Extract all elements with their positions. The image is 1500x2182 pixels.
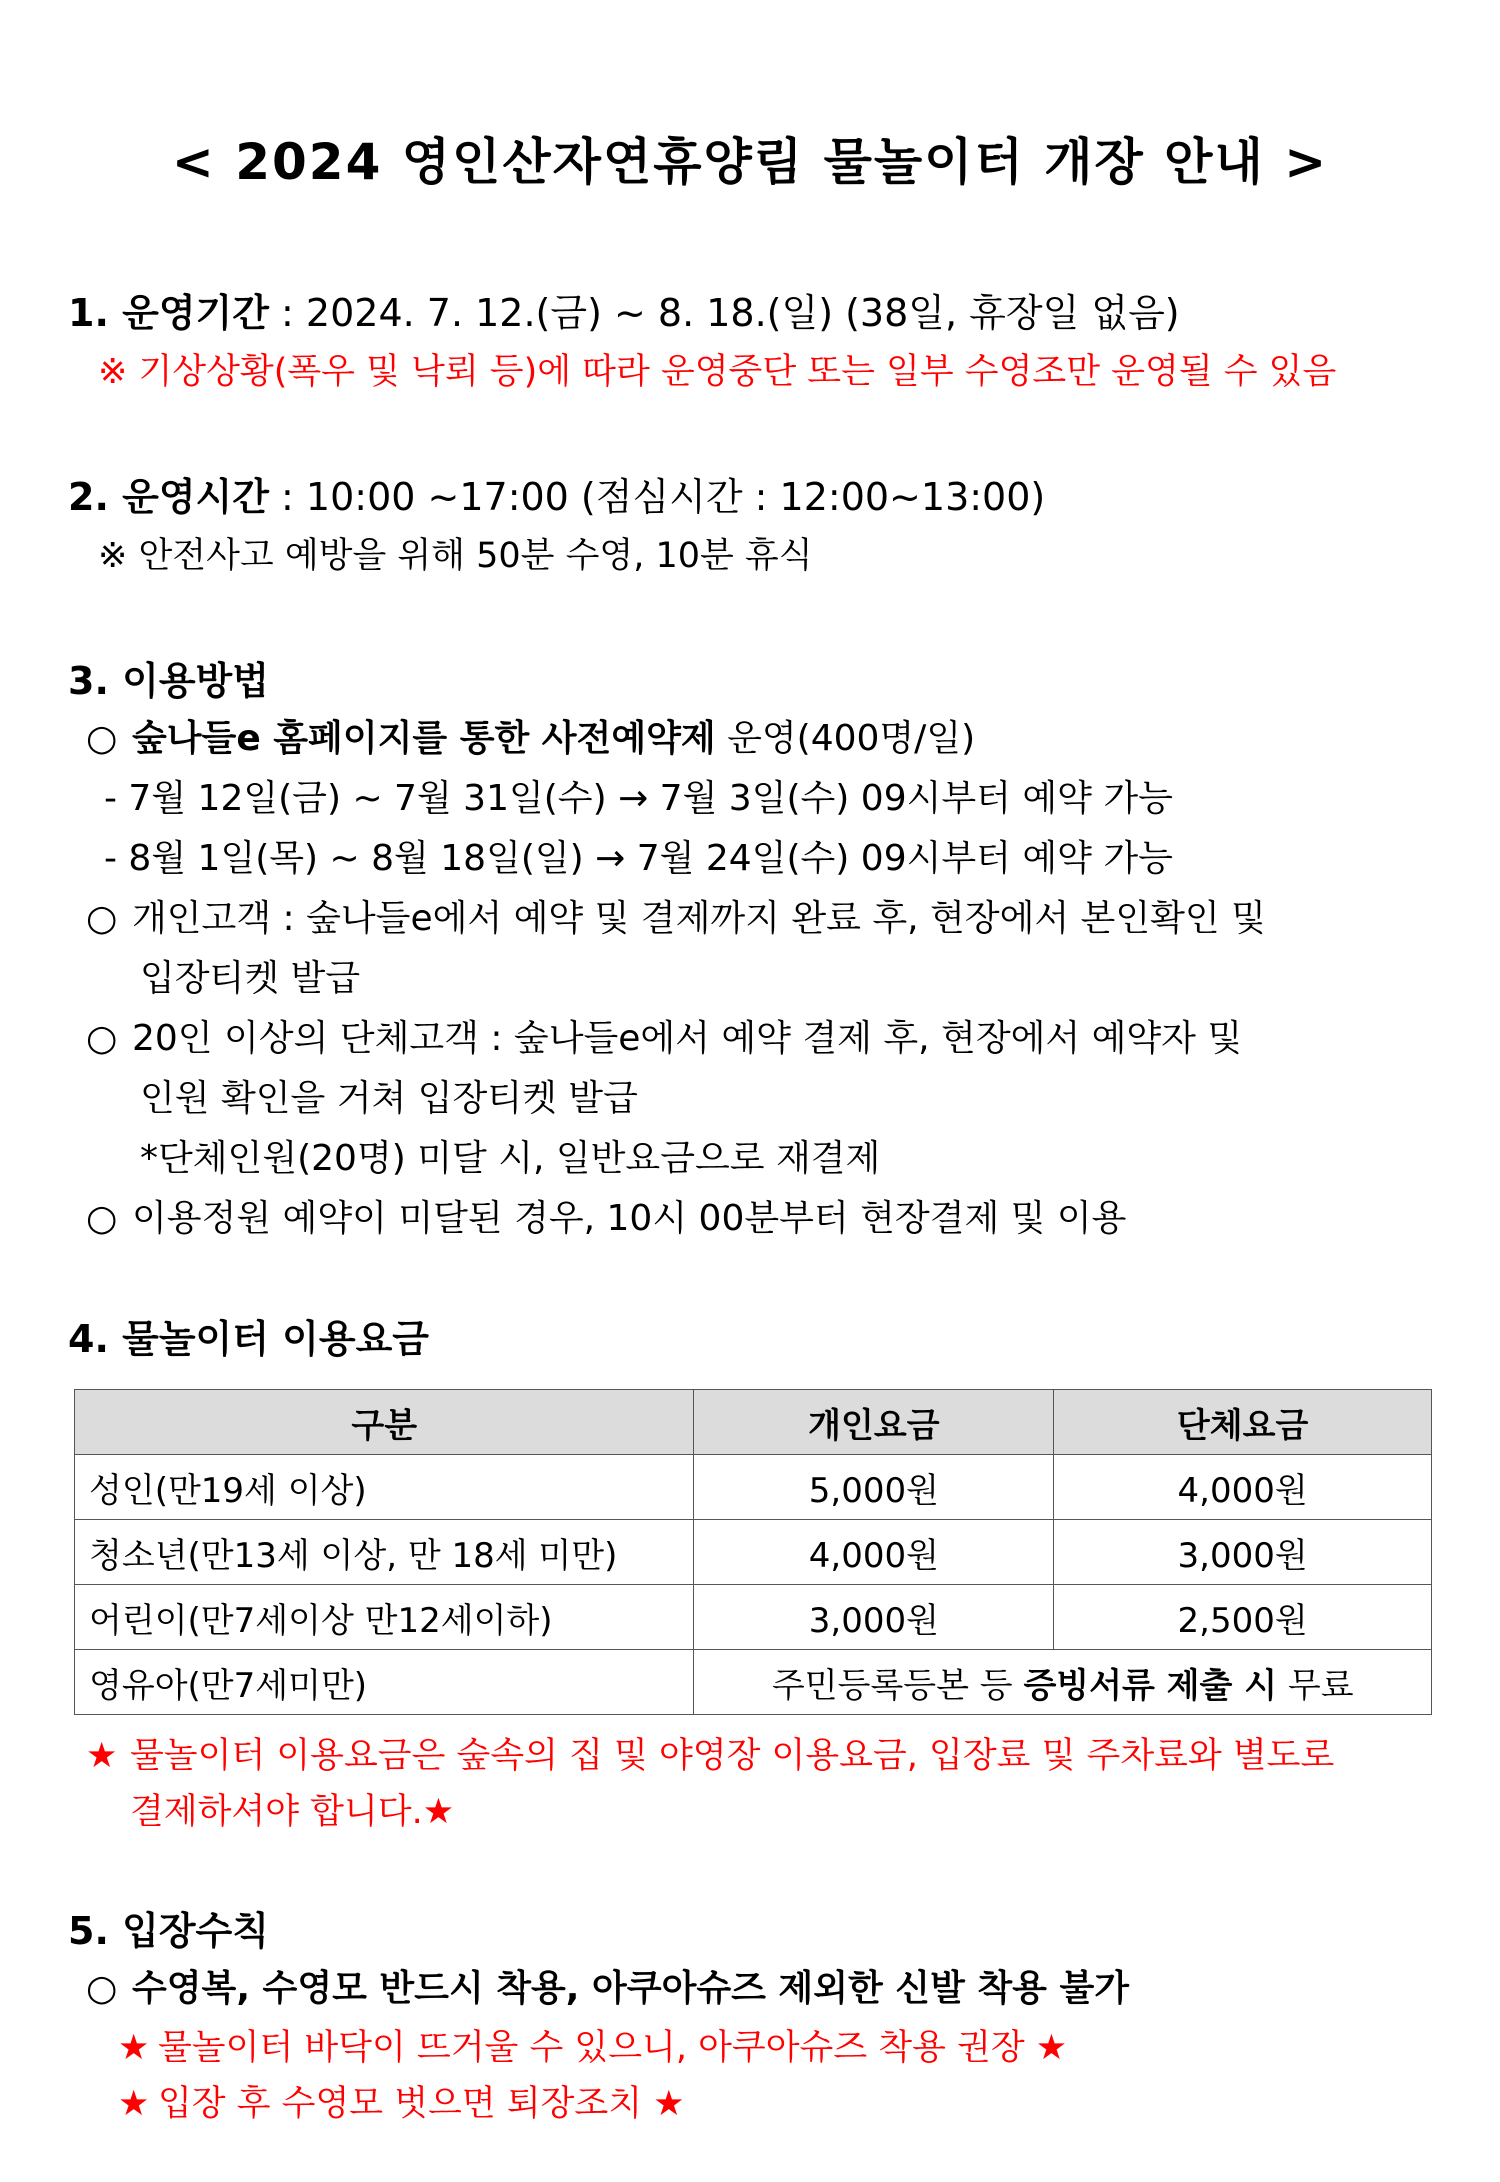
table-cell: 2,500원	[1054, 1585, 1432, 1650]
list-item	[86, 710, 975, 761]
star-icon: ★	[118, 2084, 150, 2124]
bullet-circle-icon: ○	[86, 898, 118, 939]
aqua-shoes-note	[118, 2020, 1067, 2070]
column-header: 구분	[75, 1390, 694, 1455]
fee-note-text: 물놀이터 이용요금은 숲속의 집 및 야영장 이용요금, 입장료 및 주차료와 별도로	[130, 1736, 1335, 1776]
group-customer-text: 20인 이상의 단체고객 : 숲나들e에서 예약 결제 후, 현장에서 예약자 및	[132, 1018, 1243, 1059]
column-header: 단체요금	[1054, 1390, 1432, 1455]
star-icon: ★	[118, 2028, 150, 2068]
section-operation-hours	[68, 466, 1045, 521]
table-row	[75, 1585, 1432, 1650]
reservation-rest-text: 운영(400명/일)	[715, 718, 976, 759]
free-pre-text: 주민등록등본 등	[771, 1665, 1024, 1706]
section-fee-heading: 4. 물놀이터 이용요금	[68, 1317, 429, 1361]
list-item	[86, 890, 1266, 941]
reservation-period-july: - 7월 12일(금) ~ 7월 31일(수) → 7월 3일(수) 09시부터 예약 가능	[104, 778, 1173, 819]
aqua-shoes-text: 물놀이터 바닥이 뜨거울 수 있으니, 아쿠아슈즈 착용 권장 ★	[158, 2028, 1068, 2068]
group-shortfall-note: *단체인원(20명) 미달 시, 일반요금으로 재결제	[140, 1138, 881, 1179]
individual-customer-text-2: 입장티켓 발급	[140, 958, 361, 999]
weather-note: ※ 기상상황(폭우 및 낙뢰 등)에 따라 운영중단 또는 일부 수영조만 운영될 수 있음	[98, 352, 1337, 392]
section-heading: 1. 운영기간	[68, 291, 269, 335]
safety-note: ※ 안전사고 예방을 위해 50분 수영, 10분 휴식	[98, 536, 813, 576]
table-cell: 4,000원	[1054, 1455, 1432, 1520]
section-usage-heading: 3. 이용방법	[68, 659, 269, 703]
table-cell: 성인(만19세 이상)	[75, 1455, 694, 1520]
table-row	[75, 1455, 1432, 1520]
free-bold-text: 증빙서류 제출 시	[1023, 1665, 1278, 1706]
table-header-row	[75, 1390, 1432, 1455]
table-cell: 5,000원	[694, 1455, 1054, 1520]
table-cell: 3,000원	[1054, 1520, 1432, 1585]
swim-cap-note	[118, 2076, 685, 2126]
individual-customer-text: 개인고객 : 숲나들e에서 예약 및 결제까지 완료 후, 현장에서 본인확인 및	[132, 898, 1266, 939]
operation-period-text: : 2024. 7. 12.(금) ~ 8. 18.(일) (38일, 휴장일 없음)	[268, 291, 1180, 335]
list-item	[86, 1190, 1126, 1241]
bullet-circle-icon: ○	[86, 1198, 118, 1239]
reservation-period-august: - 8월 1일(목) ~ 8월 18일(일) → 7월 24일(수) 09시부터 예약 가능	[104, 838, 1173, 879]
section-operation-period	[68, 282, 1180, 337]
fee-table	[74, 1389, 1432, 1715]
table-cell: 영유아(만7세미만)	[75, 1650, 694, 1715]
bullet-circle-icon: ○	[86, 718, 118, 759]
onsite-payment-text: 이용정원 예약이 미달된 경우, 10시 00분부터 현장결제 및 이용	[132, 1198, 1127, 1239]
reservation-bold-text: 숲나들e 홈페이지를 통한 사전예약제	[132, 718, 716, 759]
table-row	[75, 1520, 1432, 1585]
table-cell: 3,000원	[694, 1585, 1054, 1650]
bullet-circle-icon: ○	[86, 1968, 118, 2009]
table-cell: 청소년(만13세 이상, 만 18세 미만)	[75, 1520, 694, 1585]
list-item	[86, 1010, 1242, 1061]
operation-hours-text: : 10:00 ~17:00 (점심시간 : 12:00~13:00)	[268, 475, 1046, 519]
table-row	[75, 1650, 1432, 1715]
column-header: 개인요금	[694, 1390, 1054, 1455]
fee-note-text-2: 결제하셔야 합니다.★	[130, 1792, 455, 1832]
table-cell-free	[694, 1650, 1432, 1715]
group-customer-text-2: 인원 확인을 거쳐 입장티켓 발급	[140, 1078, 638, 1119]
fee-separate-note	[86, 1728, 1334, 1778]
star-icon: ★	[86, 1736, 118, 1776]
free-post-text: 무료	[1277, 1665, 1354, 1706]
table-cell: 어린이(만7세이상 만12세이하)	[75, 1585, 694, 1650]
section-heading: 2. 운영시간	[68, 475, 269, 519]
swimwear-rule-text: 수영복, 수영모 반드시 착용, 아쿠아슈즈 제외한 신발 착용 불가	[132, 1968, 1130, 2009]
list-item	[86, 1960, 1129, 2011]
bullet-circle-icon: ○	[86, 1018, 118, 1059]
table-cell: 4,000원	[694, 1520, 1054, 1585]
section-entry-rules-heading: 5. 입장수칙	[68, 1909, 269, 1953]
swim-cap-text: 입장 후 수영모 벗으면 퇴장조치 ★	[158, 2084, 685, 2124]
page-title: < 2024 영인산자연휴양림 물놀이터 개장 안내 >	[171, 133, 1329, 191]
